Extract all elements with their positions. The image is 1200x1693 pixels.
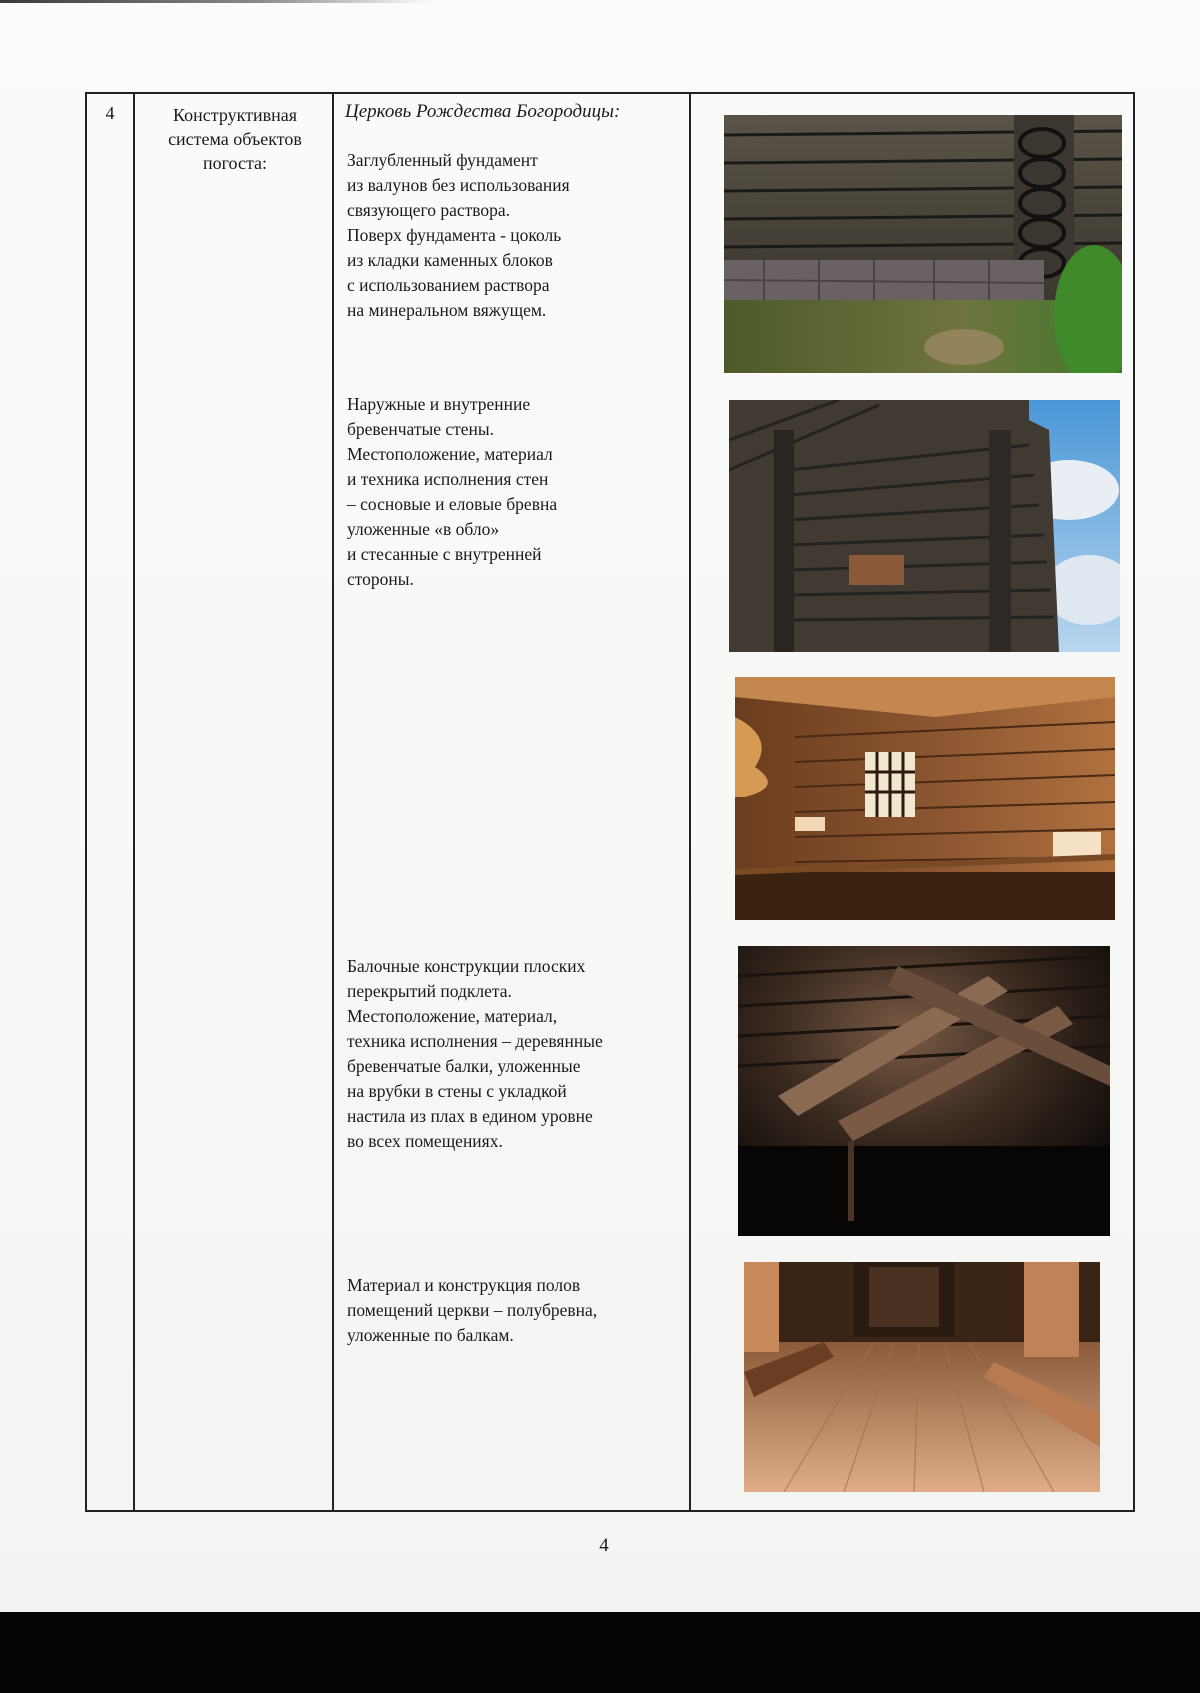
page-number: 4 (599, 1535, 609, 1556)
beams-description: Балочные конструкции плоских перекрытий подклета. Местоположение, материал, техника исполнения – деревянные бревенчатые балки, уложенные на врубки в стены с укладкой настила из плах в едином уровне во всех помещениях. (347, 956, 603, 1151)
column-divider-1 (133, 92, 135, 1512)
walls-description: Наружные и внутренние бревенчатые стены. Местоположение, материал и техника исполнения стен – сосновые и еловые бревна уложенные «в обло» и стесанные с внутренней стороны. (347, 394, 558, 589)
row-title: Конструктивная система объектов погоста: (168, 105, 302, 173)
ceiling-beams-photo (738, 946, 1110, 1236)
log-walls-interior-window-photo (735, 677, 1115, 920)
row-number: 4 (105, 103, 115, 123)
scan-bottom-band (0, 1612, 1200, 1693)
floors-description: Материал и конструкция полов помещений церкви – полубревна, уложенные по балкам. (347, 1275, 598, 1345)
stone-foundation-log-wall-photo (724, 115, 1122, 373)
table-right-border (1133, 92, 1135, 1512)
table-bottom-border (85, 1510, 1135, 1512)
church-title: Церковь Рождества Богородицы: (345, 101, 621, 122)
column-divider-3 (689, 92, 691, 1512)
table-left-border (85, 92, 87, 1512)
column-divider-2 (332, 92, 334, 1512)
scan-edge-streak (0, 0, 430, 3)
plank-floor-interior-photo (744, 1262, 1100, 1492)
log-walls-exterior-photo (729, 400, 1120, 652)
foundation-description: Заглубленный фундамент из валунов без использования связующего раствора. Поверх фундамента - цоколь из кладки каменных блоков с использованием раствора на минеральном вяжущем. (347, 150, 570, 320)
table-top-border (85, 92, 1135, 94)
